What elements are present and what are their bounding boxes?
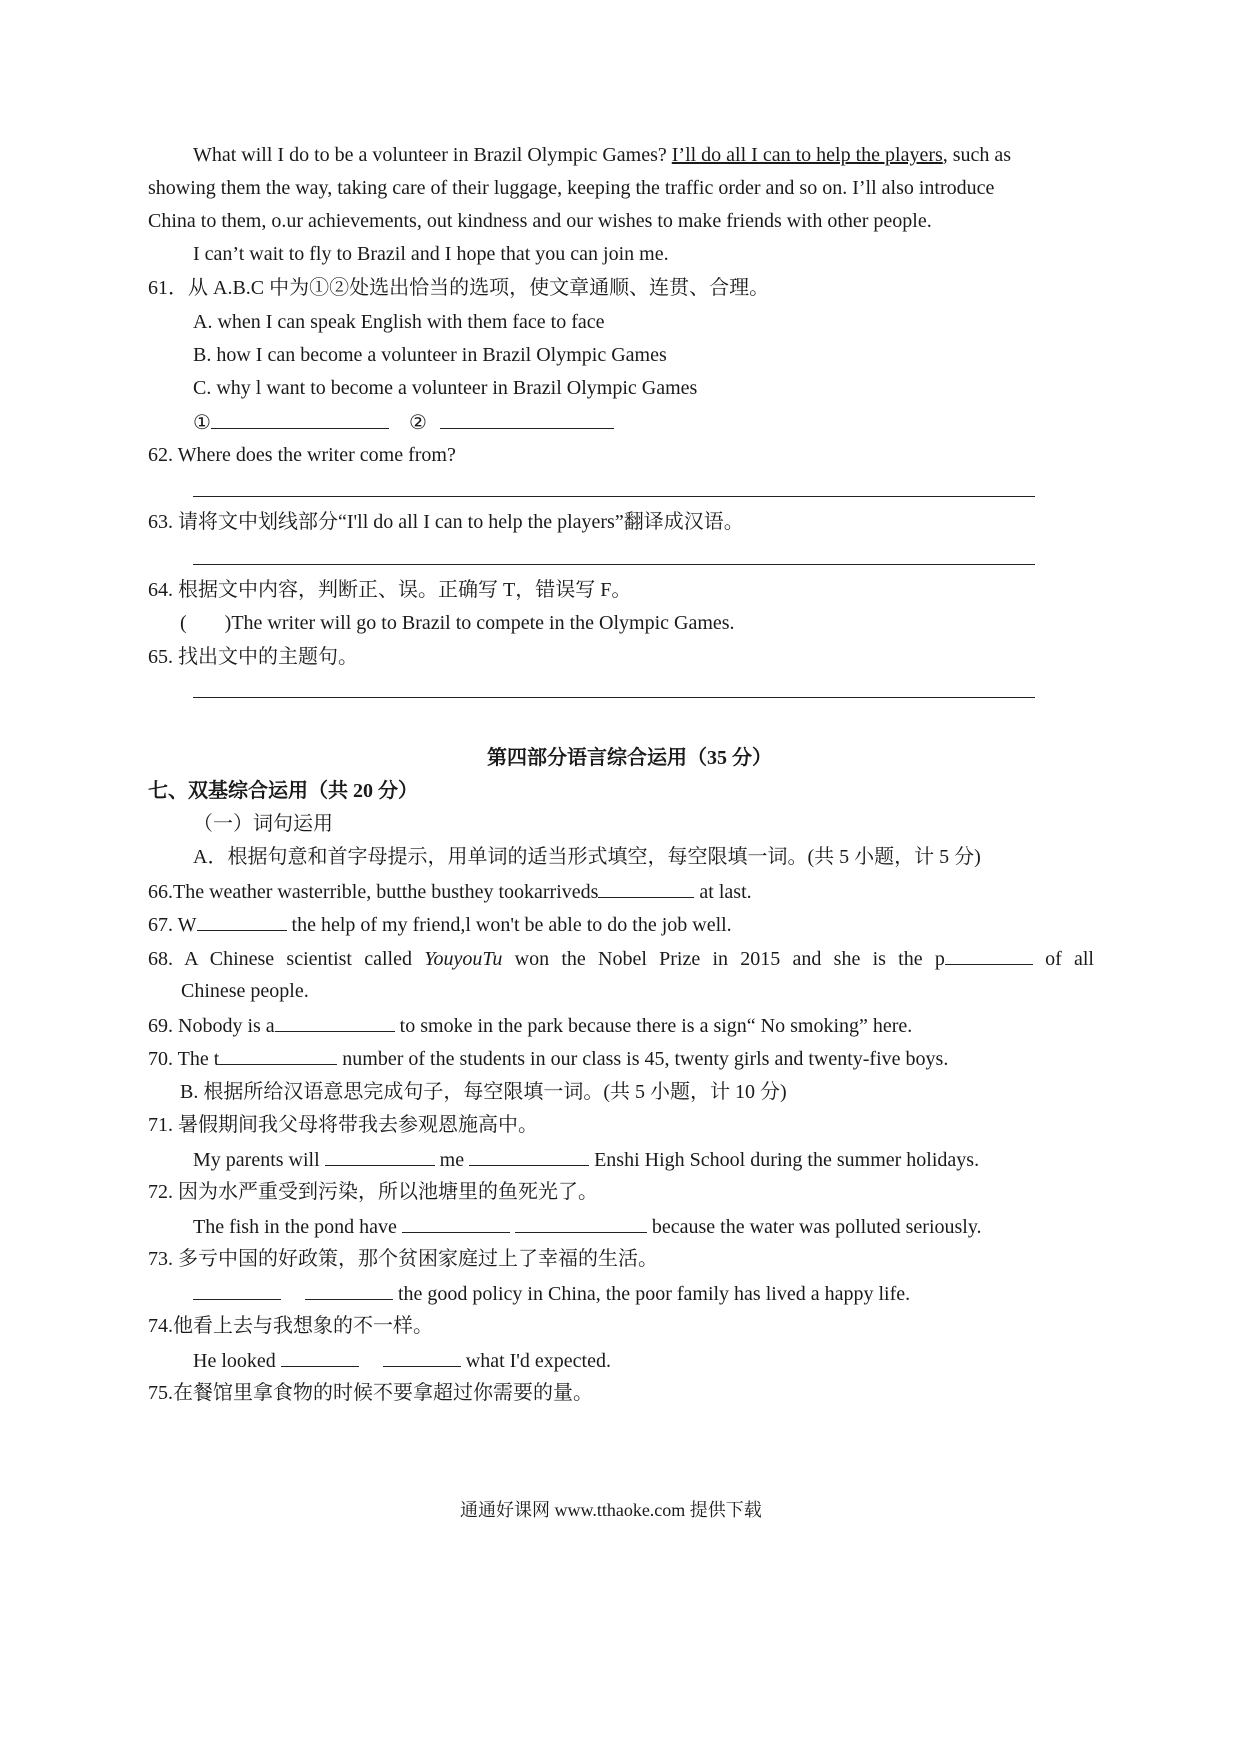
answer-blanks-61	[193, 408, 614, 437]
answer-blank-1[interactable]	[211, 408, 389, 429]
question-70	[148, 1044, 948, 1073]
fill-blank[interactable]	[219, 1044, 337, 1065]
passage-line-1	[193, 141, 1011, 169]
answer-line-62[interactable]	[193, 496, 1035, 497]
fill-blank[interactable]	[197, 910, 287, 931]
passage-line-2: showing them the way, taking care of their luggage, keeping the traffic order and so on. I’ll also introduce	[148, 177, 995, 199]
fill-blank[interactable]	[383, 1346, 461, 1367]
question-text: 69. Nobody is a	[148, 1015, 275, 1037]
part-a-instructions: A．根据句意和首字母提示，用单词的适当形式填空，每空限填一词。(共 5 小题，计 5 分)	[193, 846, 981, 868]
question-text: because the water was polluted seriously.	[646, 1216, 982, 1238]
question-64: 64. 根据文中内容，判断正、误。正确写 T，错误写 F。	[148, 579, 632, 601]
fill-blank[interactable]	[325, 1145, 435, 1166]
question-text: My parents will	[193, 1149, 325, 1171]
question-73-sentence	[193, 1279, 910, 1308]
true-false-statement	[180, 609, 735, 637]
question-text: won the Nobel Prize in 2015 and she is the p	[502, 948, 945, 970]
fill-blank[interactable]	[402, 1212, 510, 1233]
statement-text: )The writer will go to Brazil to compete in the Olympic Games.	[224, 612, 735, 634]
underlined-sentence: I’ll do all I can to help the players	[671, 144, 943, 166]
circle-2-marker: ②	[408, 412, 427, 434]
fill-blank[interactable]	[281, 1346, 359, 1367]
answer-bracket[interactable]: (	[180, 612, 187, 634]
question-61: 61．从 A.B.C 中为①②处选出恰当的选项，使文章通顺、连贯、合理。	[148, 277, 770, 299]
passage-text: , such as	[942, 144, 1012, 166]
question-69	[148, 1011, 912, 1040]
passage-paragraph-2: I can’t wait to fly to Brazil and I hope that you can join me.	[193, 243, 669, 265]
question-text: 66.The weather wasterrible, butthe busthey tookarriveds	[148, 881, 599, 903]
question-text: The fish in the pond have	[193, 1216, 402, 1238]
question-63: 63. 请将文中划线部分“I'll do all I can to help the players”翻译成汉语。	[148, 511, 744, 533]
fill-blank[interactable]	[469, 1145, 589, 1166]
option-b: B. how I can become a volunteer in Brazil Olympic Games	[193, 344, 667, 366]
scientist-name: YouyouTu	[424, 948, 503, 970]
passage-text: What will I do to be a volunteer in Brazil Olympic Games?	[193, 144, 672, 166]
question-text: 67. W	[148, 914, 197, 936]
page-footer: 通通好课网 www.tthaoke.com 提供下载	[460, 1500, 762, 1520]
question-text: the good policy in China, the poor family has lived a happy life.	[393, 1283, 911, 1305]
question-text: to smoke in the park because there is a sign“ No smoking” here.	[394, 1015, 913, 1037]
question-73: 73. 多亏中国的好政策，那个贫困家庭过上了幸福的生活。	[148, 1248, 658, 1270]
question-text: 68. A Chinese scientist called	[148, 948, 425, 970]
question-text: He looked	[193, 1350, 281, 1372]
question-74-sentence	[193, 1346, 611, 1375]
question-71-sentence	[193, 1145, 979, 1174]
fill-blank[interactable]	[275, 1011, 395, 1032]
question-68-line-2: Chinese people.	[181, 980, 309, 1002]
question-text: Enshi High School during the summer holidays.	[589, 1149, 980, 1171]
question-67	[148, 910, 732, 939]
question-text: 70. The t	[148, 1048, 220, 1070]
question-68	[148, 944, 1094, 973]
passage-line-3: China to them, o.ur achievements, out kindness and our wishes to make friends with other people.	[148, 210, 932, 232]
circle-1-marker: ①	[193, 412, 211, 434]
part-b-instructions: B. 根据所给汉语意思完成句子，每空限填一词。(共 5 小题，计 10 分)	[180, 1081, 787, 1103]
fill-blank[interactable]	[305, 1279, 393, 1300]
answer-line-65[interactable]	[193, 697, 1035, 698]
question-74: 74.他看上去与我想象的不一样。	[148, 1315, 433, 1337]
question-text: number of the students in our class is 45, twenty girls and twenty-five boys.	[337, 1048, 949, 1070]
question-66	[148, 877, 752, 906]
question-text: me	[434, 1149, 470, 1171]
question-71: 71. 暑假期间我父母将带我去参观恩施高中。	[148, 1114, 538, 1136]
question-text: at last.	[694, 881, 752, 903]
fill-blank[interactable]	[598, 877, 694, 898]
question-62: 62. Where does the writer come from?	[148, 444, 456, 466]
question-75: 75.在餐馆里拿食物的时候不要拿超过你需要的量。	[148, 1382, 593, 1404]
subsection-heading: （一）词句运用	[193, 813, 333, 835]
question-72-sentence	[193, 1212, 982, 1241]
option-c: C. why l want to become a volunteer in Brazil Olympic Games	[193, 377, 698, 399]
question-text: what I'd expected.	[460, 1350, 611, 1372]
fill-blank[interactable]	[945, 944, 1033, 965]
option-a: A. when I can speak English with them face to face	[193, 311, 605, 333]
fill-blank[interactable]	[515, 1212, 647, 1233]
answer-blank-2[interactable]	[440, 408, 614, 429]
answer-line-63[interactable]	[193, 564, 1035, 565]
question-text: of all	[1032, 948, 1094, 970]
part-4-title: 第四部分语言综合运用（35 分）	[487, 747, 772, 769]
fill-blank[interactable]	[193, 1279, 281, 1300]
question-text: the help of my friend,l won't be able to do the job well.	[286, 914, 732, 936]
question-65: 65. 找出文中的主题句。	[148, 646, 358, 668]
section-7-heading: 七、双基综合运用（共 20 分）	[148, 780, 418, 802]
question-72: 72. 因为水严重受到污染，所以池塘里的鱼死光了。	[148, 1181, 598, 1203]
